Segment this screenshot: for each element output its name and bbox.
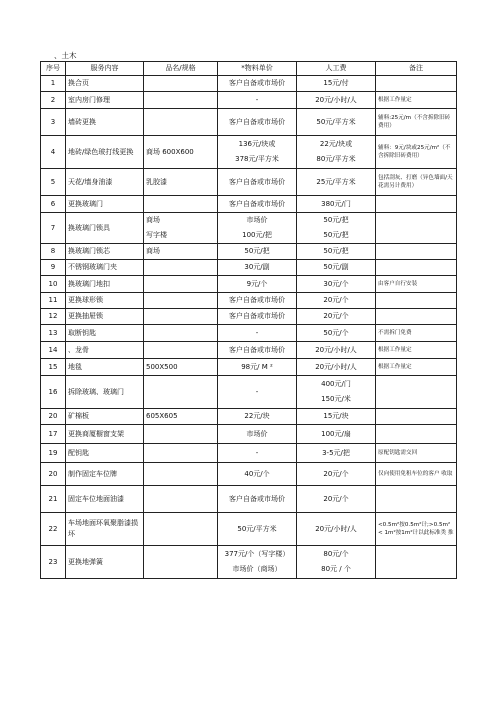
row-no: 20 (41, 463, 66, 486)
row-spec (144, 76, 218, 92)
row-service: 取断钥匙 (66, 325, 144, 342)
row-material (218, 546, 297, 579)
row-material: 客户自备或市场价 (218, 309, 297, 325)
row-labor: 50元/个 (297, 325, 376, 342)
row-note: 仅向使用免租车位的客户 收取 (376, 463, 457, 486)
row-labor: 20元/个 (297, 463, 376, 486)
table-row (41, 293, 457, 309)
table-row (41, 136, 457, 169)
row-service: 更换地弹簧 (66, 546, 144, 579)
row-spec (144, 425, 218, 444)
row-spec (144, 376, 218, 409)
row-note: 原配钥匙需交回 (376, 444, 457, 463)
row-material: 30元/副 (218, 260, 297, 276)
material-line: 136元/块或 (238, 140, 276, 148)
row-labor: 380元/门 (297, 196, 376, 213)
row-material: 客户自备或市场价 (218, 196, 297, 213)
row-service: 矿棉板 (66, 409, 144, 425)
row-service: 换合页 (66, 76, 144, 92)
row-spec (144, 92, 218, 109)
row-service: 更换抽屉锁 (66, 309, 144, 325)
row-no: 17 (41, 425, 66, 444)
header-row (41, 62, 457, 76)
header-note: 备注 (376, 62, 457, 76)
table-row (41, 109, 457, 136)
row-service: 地毯 (66, 359, 144, 376)
row-note: 根据工作量定 (376, 342, 457, 359)
row-labor: 20元/个 (297, 486, 376, 513)
row-labor: 50元/平方米 (297, 109, 376, 136)
table-row (41, 76, 457, 92)
row-note: 不需拆门免费 (376, 325, 457, 342)
row-no: 9 (41, 260, 66, 276)
row-note (376, 293, 457, 309)
row-service: 、龙骨 (66, 342, 144, 359)
row-material: 9元/个 (218, 276, 297, 293)
table-row (41, 213, 457, 244)
row-material: 客户自备或市场价 (218, 76, 297, 92)
row-service: 换玻璃门地扣 (66, 276, 144, 293)
row-no: 14 (41, 342, 66, 359)
row-spec (144, 276, 218, 293)
row-note: 辅料:25元/m（不含拆除旧砖费用） (376, 109, 457, 136)
row-spec (144, 444, 218, 463)
row-no: 13 (41, 325, 66, 342)
row-spec (144, 293, 218, 309)
labor-line: 80元 / 个 (321, 565, 351, 573)
row-note (376, 244, 457, 260)
table-row (41, 309, 457, 325)
row-material: 客户自备或市场价 (218, 293, 297, 309)
table-row (41, 169, 457, 196)
row-labor (297, 136, 376, 169)
row-no: 19 (41, 444, 66, 463)
row-spec (144, 546, 218, 579)
row-labor: 100元/扇 (297, 425, 376, 444)
row-no: 6 (41, 196, 66, 213)
table-row (41, 325, 457, 342)
row-spec (144, 109, 218, 136)
table-row (41, 276, 457, 293)
row-note (376, 376, 457, 409)
row-service: 换玻璃门锁具 (66, 213, 144, 244)
row-note (376, 196, 457, 213)
row-spec: 500X500 (144, 359, 218, 376)
row-no: 21 (41, 486, 66, 513)
labor-line: 400元/门 (321, 380, 351, 388)
material-line: 100元/把 (242, 231, 272, 239)
labor-line: 150元/米 (321, 395, 351, 403)
row-labor: 20元/小时/人 (297, 92, 376, 109)
table-row (41, 425, 457, 444)
row-spec (144, 342, 218, 359)
row-material: 客户自备或市场价 (218, 342, 297, 359)
row-labor: 50元/副 (297, 260, 376, 276)
row-labor: 20元/个 (297, 309, 376, 325)
row-no: 15 (41, 359, 66, 376)
row-no: 23 (41, 546, 66, 579)
material-line: 市场价（商场） (232, 565, 282, 573)
row-labor: 3-5元/把 (297, 444, 376, 463)
row-spec (144, 260, 218, 276)
row-material: 22元/块 (218, 409, 297, 425)
row-spec (144, 513, 218, 546)
row-service: 固定车位地面油漆 (66, 486, 144, 513)
row-service: 不锈钢玻璃门夹 (66, 260, 144, 276)
row-labor: 20元/小时/人 (297, 513, 376, 546)
row-service: 地砖/绿色玻打线更换 (66, 136, 144, 169)
row-labor: 15元/付 (297, 76, 376, 92)
material-line: 377元/个（写字楼） (224, 550, 290, 558)
row-spec (144, 196, 218, 213)
row-service: 墙砖更换 (66, 109, 144, 136)
row-material: 40元/个 (218, 463, 297, 486)
labor-line: 22元/块或 (319, 140, 353, 148)
row-no: 20 (41, 409, 66, 425)
spec-line: 写字楼 (146, 231, 167, 239)
row-note (376, 213, 457, 244)
row-material: - (218, 376, 297, 409)
row-note: 包括刮灰、打磨（异色墙面/天花需另计费用） (376, 169, 457, 196)
labor-line: 50元/把 (323, 216, 349, 224)
table-row (41, 342, 457, 359)
row-labor (297, 546, 376, 579)
table-row (41, 444, 457, 463)
row-labor: 20元/小时/人 (297, 342, 376, 359)
row-service: 更换玻璃门 (66, 196, 144, 213)
row-material: 市场价 (218, 425, 297, 444)
row-material: - (218, 444, 297, 463)
material-line: 市场价 (246, 216, 268, 224)
price-table (40, 61, 457, 579)
row-note: <0.5m²按0.5m²计;>0.5m² < 1m²按1m²计以此标准类 推 (376, 513, 457, 546)
row-no: 22 (41, 513, 66, 546)
labor-line: 80元/个 (323, 550, 349, 558)
row-note (376, 260, 457, 276)
table-row (41, 376, 457, 409)
row-labor (297, 213, 376, 244)
row-note: 辅料：9元/块或25元/m²（不含拆除旧砖费用） (376, 136, 457, 169)
row-material (218, 136, 297, 169)
material-line: 378元/平方米 (235, 155, 279, 163)
row-no: 4 (41, 136, 66, 169)
row-note (376, 309, 457, 325)
row-service: 车场地面环氧聚脂漆损坏 (66, 513, 144, 546)
row-no: 7 (41, 213, 66, 244)
row-spec (144, 463, 218, 486)
row-material: 50元/把 (218, 244, 297, 260)
row-service: 更换球形锁 (66, 293, 144, 309)
row-material (218, 213, 297, 244)
row-labor: 30元/个 (297, 276, 376, 293)
row-service: 换玻璃门锁芯 (66, 244, 144, 260)
spec-line: 商场 (146, 216, 160, 224)
row-service: 制作固定车位牌 (66, 463, 144, 486)
row-no: 5 (41, 169, 66, 196)
row-no: 16 (41, 376, 66, 409)
table-row (41, 546, 457, 579)
header-no: 序号 (41, 62, 66, 76)
row-note (376, 409, 457, 425)
row-note (376, 546, 457, 579)
row-labor: 15元/块 (297, 409, 376, 425)
row-material: 客户自备或市场价 (218, 169, 297, 196)
table-row (41, 196, 457, 213)
table-row (41, 463, 457, 486)
row-note: 根据工作量定 (376, 359, 457, 376)
row-no: 12 (41, 309, 66, 325)
row-spec: 605X605 (144, 409, 218, 425)
row-spec: 商场 (144, 244, 218, 260)
table-row (41, 486, 457, 513)
row-no: 8 (41, 244, 66, 260)
row-labor (297, 376, 376, 409)
row-note (376, 486, 457, 513)
row-service: 更换商厦橱窗支架 (66, 425, 144, 444)
table-row (41, 409, 457, 425)
row-no: 1 (41, 76, 66, 92)
row-labor: 20元/小时/人 (297, 359, 376, 376)
row-material: - (218, 325, 297, 342)
row-spec: 乳胶漆 (144, 169, 218, 196)
row-material: 98元/ M ² (218, 359, 297, 376)
row-material: 客户自备或市场价 (218, 486, 297, 513)
row-labor: 20元/个 (297, 293, 376, 309)
row-spec (144, 486, 218, 513)
row-no: 2 (41, 92, 66, 109)
row-note (376, 425, 457, 444)
row-service: 配钥匙 (66, 444, 144, 463)
row-note: 根据工作量定 (376, 92, 457, 109)
header-spec: 品名/规格 (144, 62, 218, 76)
labor-line: 80元/平方米 (316, 155, 356, 163)
row-note: 由客户自行安装 (376, 276, 457, 293)
table-row (41, 359, 457, 376)
header-labor: 人工费 (297, 62, 376, 76)
header-service: 服务内容 (66, 62, 144, 76)
table-row (41, 260, 457, 276)
row-service: 天花/墙身油漆 (66, 169, 144, 196)
row-no: 3 (41, 109, 66, 136)
row-spec (144, 325, 218, 342)
section-title: 、土木 (54, 51, 77, 60)
header-material: *物料单价 (218, 62, 297, 76)
row-material: - (218, 92, 297, 109)
table-row (41, 244, 457, 260)
row-spec (144, 309, 218, 325)
row-note (376, 76, 457, 92)
labor-line: 50元/把 (323, 231, 349, 239)
row-no: 11 (41, 293, 66, 309)
row-no: 10 (41, 276, 66, 293)
row-labor: 25元/平方米 (297, 169, 376, 196)
row-spec: 商场 600X600 (144, 136, 218, 169)
row-material: 客户自备或市场价 (218, 109, 297, 136)
row-service: 拆除玻璃、玻璃门 (66, 376, 144, 409)
row-material: 50元/平方米 (218, 513, 297, 546)
table-row (41, 513, 457, 546)
table-row (41, 92, 457, 109)
row-spec (144, 213, 218, 244)
row-labor: 50元/把 (297, 244, 376, 260)
row-service: 室内房门修理 (66, 92, 144, 109)
